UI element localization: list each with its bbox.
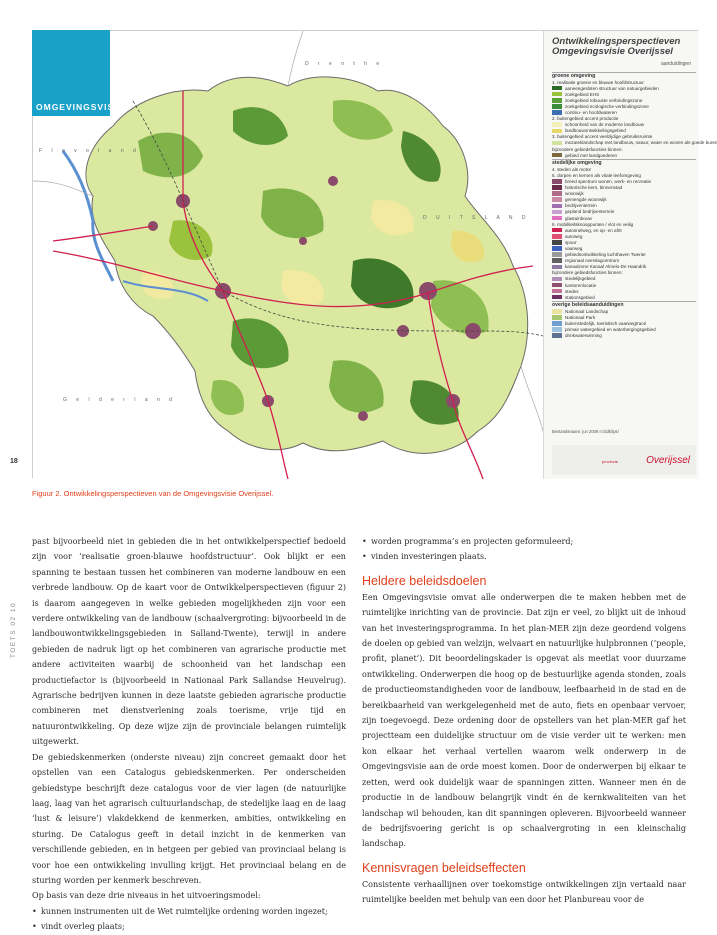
brand-name: Overijssel — [646, 455, 690, 466]
legend-label: aaneengesloten structuur van natuurgebieden — [565, 85, 659, 91]
legend-swatch — [552, 295, 562, 300]
list-item: • vindt overleg plaats; — [32, 919, 346, 934]
legend-label: bijzondere gebiedsfuncties binnen: — [552, 270, 623, 276]
section-heading: Heldere beleidsdoelen — [362, 573, 487, 588]
list-item: • worden programma’s en projecten geformuleerd; — [362, 534, 686, 549]
legend-label: 4. steden als motor — [552, 166, 592, 172]
legend-swatch — [552, 309, 562, 314]
legend-swatch — [552, 277, 562, 282]
map-legend — [543, 31, 717, 479]
legend-label: gebiedsontwikkeling luchthaven Twente — [565, 252, 646, 258]
figure-map — [32, 30, 717, 478]
legend-label: stationsgebied — [565, 294, 595, 300]
paragraph: Consistente verhaallijnen over toekomstige ontwikkelingen zijn vertaald naar ruimtelijke beelden met behulp van een door het Planbureau voor de — [362, 879, 686, 905]
legend-swatch — [552, 98, 562, 103]
legend-swatch — [552, 122, 562, 127]
map-label-drenthe: D r e n t h e — [305, 61, 384, 67]
legend-label: zoekgebied EHS — [565, 91, 600, 97]
legend-label: drinkwaterwinning — [565, 333, 602, 339]
legend-label: bedrijventerrein — [565, 203, 597, 209]
legend-swatch — [552, 92, 562, 97]
left-column — [32, 534, 346, 935]
legend-swatch — [552, 228, 562, 233]
legend-item — [552, 152, 696, 158]
figure-caption: Figuur 2. Ontwikkelingsperspectieven van de Omgevingsvisie Overijssel. — [32, 489, 274, 498]
legend-swatch — [552, 110, 562, 115]
legend-label: buitenstedelijk, toeristisch vaarwegtracé — [565, 321, 647, 327]
legend-label: gemengde woonwijk — [565, 197, 607, 203]
list-item: • vinden investeringen plaats. — [362, 549, 686, 564]
legend-label: kantorenlocatie — [565, 282, 597, 288]
bullet-list — [32, 904, 346, 935]
legend-swatch — [552, 141, 562, 146]
legend-swatch — [552, 327, 562, 332]
legend-swatch — [552, 234, 562, 239]
bullet-list — [362, 534, 686, 565]
legend-section-heading: overige beleidsaanduidingen — [552, 301, 696, 308]
legend-swatch — [552, 258, 562, 263]
map-label-duitsland: D U I T S L A N D — [423, 215, 530, 221]
legend-swatch — [552, 197, 562, 202]
legend-label: regionaal overslagcentrum — [565, 258, 620, 264]
legend-swatch — [552, 191, 562, 196]
legend-label: 6. mobiliteitsknooppunten / vlot en veilig — [552, 221, 634, 227]
legend-label: 1. realisatie groene en blauwe hoofdstructuur — [552, 79, 644, 85]
legend-section-heading: groene omgeving — [552, 72, 696, 79]
legend-swatch — [552, 246, 562, 251]
legend-label: primair watergebied en waterbergingsgebied — [565, 327, 656, 333]
legend-swatch — [552, 289, 562, 294]
legend-label: zoekgebied ecologische verbindingszone — [565, 103, 649, 109]
legend-title: Ontwikkelingsperspectieven Omgevingsvisie Overijssel — [552, 36, 681, 57]
legend-swatch — [552, 210, 562, 215]
legend-subtitle: aanduidingen — [660, 61, 691, 67]
right-column — [362, 534, 686, 908]
paragraph: Een Omgevingsvisie omvat alle onderwerpen die te maken hebben met de ruimtelijke inrichting van de provincie. Dat zijn er veel, zo blijkt uit de inhoud van het investeringsprogramma. In het plan-MER zijn deze geordend volgens de doelen op gebied van welzijn, welvaart en natuurlijke hulpbronnen (‘people, profit, planet’). Dit beoordelingskader is opgevat als meetlat voor duurzame ontwikkeling. Onderwerpen die hoog op de bestuurlijke agenda stonden, zoals de productieomstandigheden voor de landbouw, leefbaarheid in de stad en de bereikbaarheid van werkgelegenheid met de auto, fiets en openbaar vervoer, zijn toegevoegd. Deze ordening door de opstellers van het plan-MER gaf het projectteam een duidelijke structuur om de visie verder uit te werken: men kon elkaar het verhaal vertellen waarom welk onderwerp in de Omgevingsvisie aan de orde moest komen. Door de onderwerpen bij elkaar te zetten, werd ook duidelijk waar de spanningen zitten. Wanneer men én de productie in de landbouw belangrijk vindt én de kernkwaliteiten van het landschap wil behouden, kan dit spanningen opleveren. Bijvoorbeeld wanneer de bedrijfsvoering gericht is op schaalvergroting in een kleinschalig landschap. — [362, 592, 686, 849]
legend-swatch — [552, 104, 562, 109]
legend-label: glastuinbouw — [565, 215, 592, 221]
legend-swatch — [552, 216, 562, 221]
legend-swatch — [552, 252, 562, 257]
legend-label: stedelijkgebied — [565, 276, 596, 282]
omgevingsvisie-logo-text: OMGEVINGSVISIE — [36, 102, 125, 112]
section-heading: Kennisvragen beleidseffecten — [362, 860, 526, 875]
legend-swatch — [552, 204, 562, 209]
legend-label: landbouwontwikkelingsgebied — [565, 128, 626, 134]
page-number: 18 — [10, 458, 18, 465]
legend-item — [552, 294, 696, 300]
legend-label: zoekgebied robuuste verbindingszone — [565, 97, 643, 103]
list-item: • kunnen instrumenten uit de Wet ruimtelijke ordening worden ingezet; — [32, 904, 346, 919]
paragraph: Op basis van deze drie niveaus in het uitvoeringsmodel: — [32, 891, 261, 901]
legend-label: 2. buitengebied accent productie — [552, 116, 619, 122]
legend-label: autoweg — [565, 233, 583, 239]
legend-swatch — [552, 153, 562, 158]
legend-swatch — [552, 321, 562, 326]
legend-label: schoonheid van de moderne landbouw — [565, 122, 644, 128]
paragraph: past bijvoorbeeld niet in gebieden die in het ontwikkelperspectief bedoeld zijn voor ‘realisatie groen-blauwe hoofdstructuur’. Ook blijkt er een spanning te bestaan tussen het combineren van moderne landbouw en een verbrede landbouw. Op de kaart voor de Ontwikkelperspectieven (figuur 2) is daarom aangegeven in welke gebieden mogelijkheden zijn voor een verdere ontwikkeling van de landbouw (schaalvergroting: bijvoorbeeld in de landbouwontwikkelingsgebieden in Salland-Twente), terwijl in andere gebieden de nadruk ligt op het combineren van agrarische productie met andere activiteiten waarbij de schoonheid van het landschap een productiefactor is (bijvoorbeeld in Nationaal Park Sallandse Heuvelrug). Agrarische bedrijven kunnen in deze laatste gebieden agrarische productie combineren met dienstverlening zoals toerisme, vrije tijd en natuurontwikkeling. Op deze wijze zijn de provinciale belangen ruimtelijk uitgewerkt. — [32, 537, 346, 747]
legend-label: 3. buitengebied accent veelzijdige gebruiksruimte — [552, 134, 653, 140]
legend-swatch — [552, 179, 562, 184]
legend-label: Nationaal Park — [565, 314, 596, 320]
legend-label: gebied met landgoederen — [565, 152, 618, 158]
legend-label: bijzondere gebiedsfuncties binnen: — [552, 146, 623, 152]
legend-swatch — [552, 240, 562, 245]
legend-label: continu- en hoofdwateren — [565, 110, 617, 116]
province-logo — [552, 445, 696, 475]
legend-label: mozaïeklandschap met landbouw, natuur, water en wonen als goede buren — [565, 140, 717, 146]
legend-swatch — [552, 315, 562, 320]
legend-swatch — [552, 86, 562, 91]
brand-prefix: provincie — [602, 459, 619, 464]
legend-section-heading: stedelijke omgeving — [552, 159, 696, 166]
legend-label: stedes — [565, 288, 579, 294]
legend-label: kanaalzone Kanaal Almelo-De Haandrik — [565, 264, 647, 270]
legend-swatch — [552, 283, 562, 288]
legend-label: spoor — [565, 239, 577, 245]
legend-label: Nationaal Landschap — [565, 308, 609, 314]
paragraph: De gebiedskenmerken (onderste niveau) zijn concreet gemaakt door het opstellen van een Catalogus gebiedskenmerken. Per onderscheiden gebiedstype beschrijft deze catalogus voor de vier lagen (de natuurlijke laag, laag van het agrarisch cultuurlandschap, de stedelijke laag en de laag ‘lust & leisure’) vlakdekkend de kenmerken, ambities, ontwikkeling en sturing. De Catalogus geeft in detail inzicht in de kenmerken van verschillende gebieden, en in hetgeen per gebied van provinciaal belang is voor hoe een ontwikkeling invulling krijgt. Het provinciaal belang en de sturing worden per kenmerk beschreven. — [32, 752, 346, 885]
legend-swatch — [552, 333, 562, 338]
legend-label: woonwijk — [565, 191, 584, 197]
map-label-gelderland: G e l d e r l a n d — [63, 397, 176, 403]
running-head: TOETS 02 10 — [10, 601, 17, 658]
legend-label: autosnelweg, en op- en afrit — [565, 227, 622, 233]
legend-footer: Bestandsnaam: jun 2009 n:/ddk/tps/ — [552, 429, 619, 434]
legend-label: gepland bedrijventerrein — [565, 209, 615, 215]
legend-label: breed spectrum wonen, werk- en recreatie — [565, 178, 652, 184]
map-label-flevoland: F l e v o l a n d — [39, 148, 140, 154]
legend-swatch — [552, 185, 562, 190]
legend-swatch — [552, 129, 562, 134]
legend-item — [552, 333, 696, 339]
legend-swatch — [552, 265, 562, 270]
legend-label: 5. dorpen en kernen als vitale leefomgeving — [552, 172, 641, 178]
legend-label: historische kern, binnenstad — [565, 185, 623, 191]
legend-item — [552, 140, 717, 146]
legend-label: vaarweg — [565, 245, 583, 251]
legend-list — [552, 71, 717, 339]
